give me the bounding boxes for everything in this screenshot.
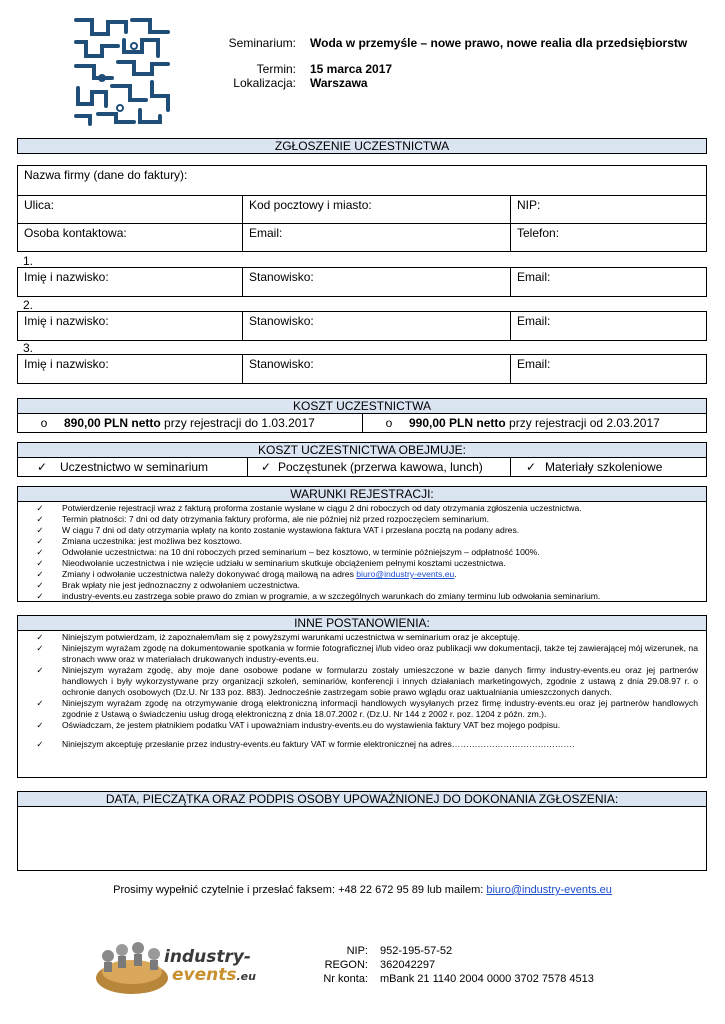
check-icon: ✓ (36, 547, 44, 557)
street-field[interactable]: Ulica: (18, 196, 243, 224)
cost-option-early[interactable] (18, 414, 363, 433)
check-icon: ✓ (525, 460, 537, 474)
check-icon: ✓ (36, 514, 44, 524)
cost-option-text: przy rejestracji od 2.03.2017 (505, 416, 660, 430)
participant-number: 2. (23, 298, 34, 312)
includes-item: ✓ Materiały szkoleniowe (511, 458, 707, 477)
participant-number: 1. (23, 254, 34, 268)
participant-position-field[interactable]: Stanowisko: (243, 355, 511, 384)
participant-email-field[interactable]: Email: (511, 268, 707, 297)
signature-box[interactable] (17, 807, 707, 871)
company-nip-value: 952-195-57-52 (380, 945, 453, 957)
list-item: ✓ Termin płatności: 7 dni od daty otrzymania faktury proforma, ale nie później niż przed rozpoczęciem seminarium. (18, 514, 706, 525)
cost-header: KOSZT UCZESTNICTWA (17, 398, 707, 414)
company-regon-label: REGON: (324, 959, 368, 971)
list-item: ✓ Niniejszym akceptuję przesłanie przez industry-events.eu faktury VAT w formie elektronicznej na adres……………………………………. (18, 739, 706, 750)
check-icon: ✓ (36, 525, 44, 535)
list-item: ✓ Niniejszym wyrażam zgodę, aby moje dane osobowe podane w formularzu zostały umieszczone w bazie danych firmy industry-events.eu oraz jej partnerów handlowych i były wykorzystywane przy organizacji szkoleń, seminariów, konferencji i innych działaniach marketingowych, zgodnie z ustawą z dnia 29.08.97 r. o ochronie danych osobowych (Dz.U. Nr 133 poz. 883). Jednocześnie zastrzegam sobie prawo wglądu oraz uaktualniania umieszczonych danych. (18, 665, 706, 698)
company-logo (92, 938, 262, 998)
nip-field[interactable]: NIP: (511, 196, 707, 224)
location-label: Lokalizacja: (233, 76, 296, 90)
company-regon-value: 362042297 (380, 959, 436, 971)
list-item: ✓ Niniejszym potwierdzam, iż zapoznałem/łam się z powyższymi warunkami uczestnictwa w seminarium oraz je akceptuję. (18, 632, 706, 643)
list-item: ✓ Zmiany i odwołanie uczestnictwa należy dokonywać drogą mailową na adres biuro@industry-events.eu. (18, 569, 706, 580)
company-nip-label: NIP: (346, 945, 368, 957)
participant-email-field[interactable]: Email: (511, 355, 707, 384)
list-item: ✓ W ciągu 7 dni od daty otrzymania wpłaty na konto zostanie wystawiona faktura VAT i przesłana pocztą na podany adres. (18, 525, 706, 536)
participant-name-field[interactable]: Imię i nazwisko: (18, 355, 243, 384)
postal-city-field[interactable]: Kod pocztowy i miasto: (243, 196, 511, 224)
participant-row (17, 311, 707, 341)
location-value: Warszawa (310, 76, 368, 90)
list-item: ✓ Niniejszym wyrażam zgodę na dokumentowanie spotkania w formie fotograficznej i/lub video oraz publikacji ww dokumentacji, także tej zawierającej mój wizerunek, na stronach www oraz w materiałach drukowanych industry-events.eu. (18, 643, 706, 665)
check-icon: ✓ (36, 558, 44, 568)
logo-text-suffix: .eu (236, 970, 256, 983)
cost-options (17, 413, 707, 433)
includes-list (17, 457, 707, 477)
contact-person-field[interactable]: Osoba kontaktowa: (18, 224, 243, 252)
check-icon: ✓ (36, 503, 44, 513)
seminar-label: Seminarium: (228, 36, 296, 50)
date-label: Termin: (256, 62, 296, 76)
participant-email-field[interactable]: Email: (511, 312, 707, 341)
contact-email-field[interactable]: Email: (243, 224, 511, 252)
company-name-field[interactable]: Nazwa firmy (dane do faktury): (18, 166, 707, 196)
check-icon: ✓ (36, 698, 44, 708)
includes-item: ✓ Poczęstunek (przerwa kawowa, lunch) (248, 458, 511, 477)
check-icon: ✓ (36, 665, 44, 675)
radio-bullet-icon: o (385, 416, 393, 430)
list-item: ✓ industry-events.eu zastrzega sobie prawo do zmian w programie, a w szczególnych warunkach do zmiany terminu lub odwołania seminarium. (18, 591, 706, 602)
check-icon: ✓ (36, 569, 44, 579)
conditions-list (17, 502, 707, 602)
list-item: ✓ Brak wpłaty nie jest jednoznaczny z odwołaniem uczestnictwa. (18, 580, 706, 591)
footer-email-link[interactable]: biuro@industry-events.eu (486, 884, 612, 896)
check-icon: ✓ (36, 643, 44, 653)
list-item: ✓ Nieodwołanie uczestnictwa i nie wzięcie udziału w seminarium skutkuje obciążeniem pełnymi kosztami uczestnictwa. (18, 558, 706, 569)
provisions-header: INNE POSTANOWIENIA: (17, 615, 707, 631)
check-icon: ✓ (36, 591, 44, 601)
cost-option-late[interactable] (363, 414, 707, 433)
list-item: ✓ Niniejszym wyrażam zgodę na otrzymywanie drogą elektroniczną informacji handlowych wysyłanych przez firmę industry-events.eu oraz jej partnerów handlowych zgodnie z Ustawą o świadczeniu usług drogą elektroniczną z dnia 18.07.2002 r. (Dz.U. Nr 144 z 2002 r. poz. 1204 z późn. zm.). (18, 698, 706, 720)
list-item: ✓ Oświadczam, że jestem płatnikiem podatku VAT i upoważniam industry-events.eu do wystawienia faktury VAT bez mojego podpisu. (18, 720, 706, 731)
participant-number: 3. (23, 341, 34, 355)
check-icon: ✓ (36, 580, 44, 590)
footer-note: Prosimy wypełnić czytelnie i przesłać faksem: +48 22 672 95 89 lub mailem: biuro@industry-events.eu (113, 884, 612, 896)
participant-position-field[interactable]: Stanowisko: (243, 312, 511, 341)
check-icon: ✓ (36, 739, 44, 749)
check-icon: ✓ (36, 536, 44, 546)
signature-header: DATA, PIECZĄTKA ORAZ PODPIS OSOBY UPOWAŻNIONEJ DO DOKONANIA ZGŁOSZENIA: (17, 791, 707, 807)
company-form (17, 165, 707, 252)
participant-row (17, 267, 707, 297)
conditions-header: WARUNKI REJESTRACJI: (17, 486, 707, 502)
email-link[interactable]: biuro@industry-events.eu (356, 569, 455, 579)
list-item: ✓ Odwołanie uczestnictwa: na 10 dni roboczych przed seminarium – bez kosztowo, w terminie późniejszym – odpłatność 100%. (18, 547, 706, 558)
provisions-list (17, 631, 707, 778)
seminar-title: Woda w przemyśle – nowe prawo, nowe realia dla przedsiębiorstw (310, 36, 688, 50)
includes-item: ✓ Uczestnictwo w seminarium (18, 458, 248, 477)
phone-field[interactable]: Telefon: (511, 224, 707, 252)
list-item: ✓ Potwierdzenie rejestracji wraz z fakturą proforma zostanie wysłane w ciągu 2 dni roboczych od daty otrzymania zgłoszenia uczestnictwa. (18, 503, 706, 514)
list-item: ✓ Zmiana uczestnika: jest możliwa bez kosztowo. (18, 536, 706, 547)
cost-option-text: przy rejestracji do 1.03.2017 (160, 416, 315, 430)
radio-bullet-icon: o (40, 416, 48, 430)
seminar-logo (72, 16, 172, 126)
check-icon: ✓ (36, 460, 48, 474)
check-icon: ✓ (260, 460, 272, 474)
cost-option-price: 890,00 PLN netto (64, 416, 161, 430)
registration-header: ZGŁOSZENIE UCZESTNICTWA (17, 138, 707, 154)
logo-text-line2: events (172, 965, 237, 985)
check-icon: ✓ (36, 632, 44, 642)
participant-name-field[interactable]: Imię i nazwisko: (18, 312, 243, 341)
check-icon: ✓ (36, 720, 44, 730)
company-account-value: mBank 21 1140 2004 0000 3702 7578 4513 (380, 973, 594, 985)
includes-header: KOSZT UCZESTNICTWA OBEJMUJE: (17, 442, 707, 458)
participant-name-field[interactable]: Imię i nazwisko: (18, 268, 243, 297)
participant-row (17, 354, 707, 384)
logo-text-line1: industry- (164, 947, 251, 967)
company-account-label: Nr konta: (323, 973, 368, 985)
cost-option-price: 990,00 PLN netto (409, 416, 506, 430)
date-value: 15 marca 2017 (310, 62, 393, 76)
participant-position-field[interactable]: Stanowisko: (243, 268, 511, 297)
